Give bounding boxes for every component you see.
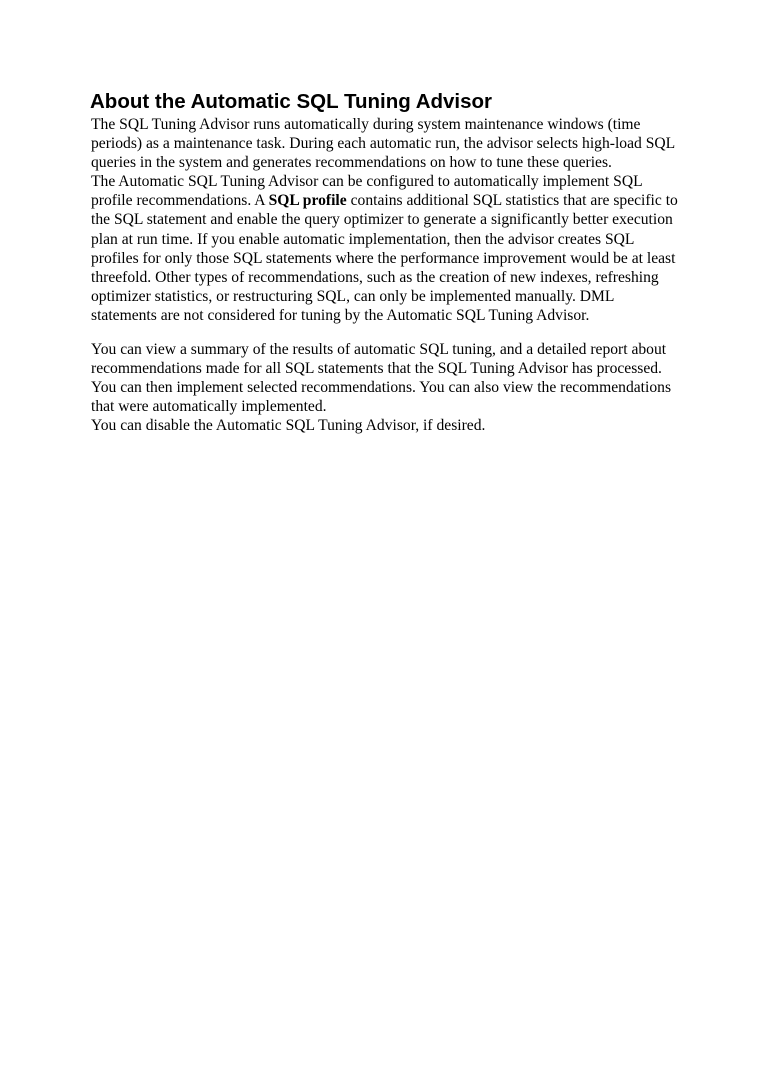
paragraph-overview: The SQL Tuning Advisor runs automatically during system maintenance windows (time periods) as a maintenance task. During each automatic run, the advisor selects high-load SQL queries in the system and generates recommendations on how to tune these queries. xyxy=(91,116,675,172)
paragraph-disable: You can disable the Automatic SQL Tuning Advisor, if desired. xyxy=(91,417,486,435)
paragraph-sql-profile xyxy=(91,172,681,325)
page-title: About the Automatic SQL Tuning Advisor xyxy=(90,90,493,113)
term-sql-profile: SQL profile xyxy=(268,192,347,210)
paragraph-sql-profile-intro: The Automatic SQL Tuning Advisor can be configured to automatically implement SQL profile recommendations. A xyxy=(91,173,643,210)
document-page xyxy=(91,89,681,436)
paragraph-sql-profile-body: contains additional SQL statistics that are specific to the SQL statement and enable the query optimizer to generate a significantly better execution plan at run time. If you enable automatic implementation, then the advisor creates SQL profiles for only those SQL statements where the performance improvement would be at least threefold. Other types of recommendations, such as the creation of new indexes, refreshing optimizer statistics, or restructuring SQL, can only be implemented manually. DML statements are not considered for tuning by the Automatic SQL Tuning Advisor. xyxy=(91,192,678,324)
paragraph-view-results: You can view a summary of the results of automatic SQL tuning, and a detailed report about recommendations made for all SQL statements that the SQL Tuning Advisor has processed. You can then implement selected recommendations. You can also view the recommendations that were automatically implemented. xyxy=(91,341,672,416)
